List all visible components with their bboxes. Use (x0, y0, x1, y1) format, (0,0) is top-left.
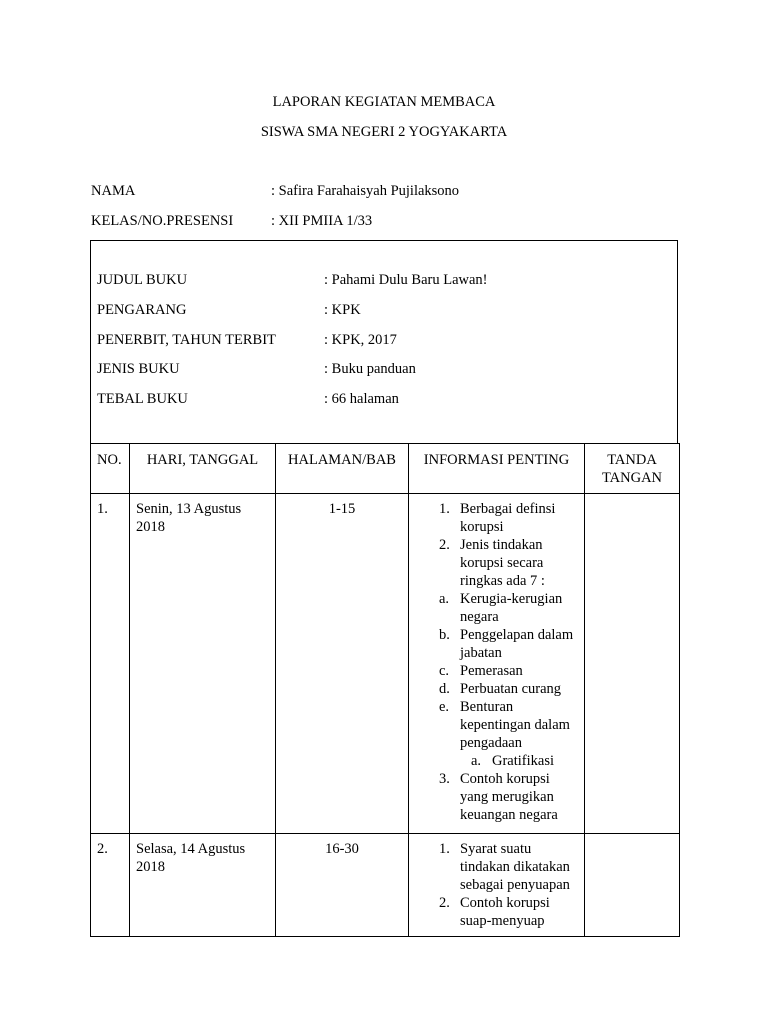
header-pages: HALAMAN/BAB (276, 444, 409, 494)
class-value: : XII PMIIA 1/33 (271, 213, 373, 229)
info-item: d. Perbuatan curang (439, 681, 562, 697)
book-author-value: : KPK (324, 302, 361, 318)
class-label: KELAS/NO.PRESENSI (91, 213, 234, 229)
row-pages: 16-30 (276, 834, 409, 937)
info-item: a. Gratifikasi (471, 753, 555, 769)
book-pages-label: TEBAL BUKU (97, 391, 188, 407)
school-title: SISWA SMA NEGERI 2 YOGYAKARTA (260, 124, 508, 140)
book-type-value: : Buku panduan (324, 361, 416, 377)
row-info (409, 834, 585, 937)
book-title-label: JUDUL BUKU (97, 272, 188, 288)
report-title: LAPORAN KEGIATAN MEMBACA (272, 94, 496, 110)
book-author-label: PENGARANG (97, 302, 187, 318)
info-item: 3. Contoh korupsi yang merugikan keuangan negara (439, 771, 558, 823)
book-pages-value: : 66 halaman (324, 391, 399, 407)
info-item: 2. Jenis tindakan korupsi secara ringkas ada 7 : (439, 537, 545, 589)
row-info (409, 494, 585, 834)
header-signature: TANDA TANGAN (585, 444, 680, 494)
info-item: a. Kerugia-kerugian negara (439, 591, 563, 625)
book-type-label: JENIS BUKU (97, 361, 180, 377)
book-publisher-value: : KPK, 2017 (324, 332, 397, 348)
row-pages: 1-15 (276, 494, 409, 834)
info-item: 1. Syarat suatu tindakan dikatakan sebagai penyuapan (439, 841, 570, 893)
row-no: 1. (91, 494, 130, 834)
name-label: NAMA (91, 183, 136, 199)
info-item: e. Benturan kepentingan dalam pengadaan (439, 699, 570, 751)
reading-log-table (90, 443, 680, 937)
info-item: b. Penggelapan dalam jabatan (439, 627, 574, 661)
header-date: HARI, TANGGAL (130, 444, 276, 494)
book-info-box (90, 240, 678, 443)
table-row (91, 834, 680, 937)
info-item: 2. Contoh korupsi suap-menyuap (439, 895, 550, 929)
header-no: NO. (91, 444, 130, 494)
row-signature (585, 834, 680, 937)
book-title-value: : Pahami Dulu Baru Lawan! (324, 272, 488, 288)
row-date: Selasa, 14 Agustus 2018 (130, 834, 276, 937)
book-publisher-label: PENERBIT, TAHUN TERBIT (97, 332, 276, 348)
info-item: 1. Berbagai definsi korupsi (439, 501, 556, 535)
table-header-row (91, 444, 680, 494)
row-date: Senin, 13 Agustus 2018 (130, 494, 276, 834)
header-info: INFORMASI PENTING (409, 444, 585, 494)
row-signature (585, 494, 680, 834)
name-value: : Safira Farahaisyah Pujilaksono (271, 183, 460, 199)
row-no: 2. (91, 834, 130, 937)
table-row (91, 494, 680, 834)
info-item: c. Pemerasan (439, 663, 523, 679)
